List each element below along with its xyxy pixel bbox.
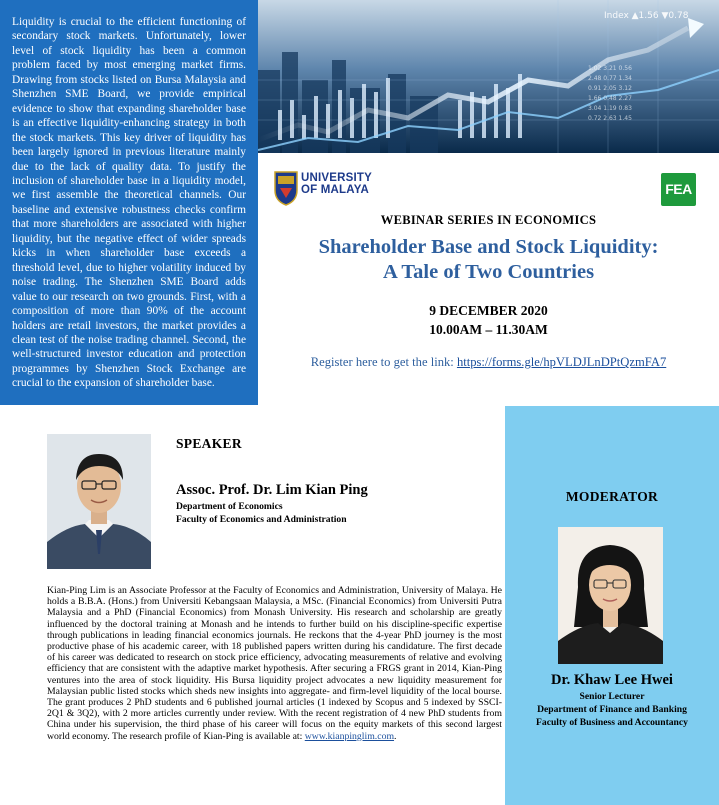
talk-title-line2: A Tale of Two Countries — [382, 261, 595, 283]
speaker-department: Department of Economics — [176, 501, 283, 512]
speaker-bio — [47, 585, 502, 742]
register-prefix: Register here to get the link: — [310, 355, 457, 369]
speaker-bio-text: Kian-Ping Lim is an Associate Professor at the Faculty of Economics and Administration, University of Malaya. He holds a B.B.A. (Hons.) from Universiti Kebangsaan Malaysia, a MSc. (Financial Economics) from Universiti Putra Malaysia and a PhD (Financial Economics) from Monash University. His research and scholarship are greatly influenced by the doctoral training at Monash and he intends to further build on his discipline-specific expertise through publications in leading financial economics journals. He reckons that the 4-year PhD journey is the most productive phase of his academic career, with 18 published papers written during his candidature. The first decade of his career was dedicated to research on stock price efficiency, advocating measurements of relative and evolving efficiency that are consistent with the adaptive market hypothesis. After securing a FRGS grant in 2014, Kian-Ping ventures into the area of stock liquidity. His Bursa liquidity project advocates a new liquidity measurement for Malaysian public listed stocks which sheds new insights into aggregate- and firm-level liquidity of the local bourse. The grant produces 2 PhD students and 6 published journal articles (1 indexed by Scopus and 5 indexed by SSCI- 2Q1 & 3Q2), with 2 more articles currently under review. With the recent registration of 4 new PhD students from China under his supervision, the third phase of his career will focus on the equity markets of this second largest world economy. The research profile of Kian-Ping is available at: — [47, 585, 502, 742]
fea-logo: FEA — [661, 173, 696, 206]
register-line — [258, 355, 719, 370]
svg-text:0.72 2.63 1.45: 0.72 2.63 1.45 — [588, 115, 632, 122]
speaker-profile-link[interactable]: www.kianpinglim.com — [304, 730, 395, 742]
svg-text:0.91 2.05 3.12: 0.91 2.05 3.12 — [588, 85, 632, 92]
moderator-name: Dr. Khaw Lee Hwei — [551, 672, 673, 688]
svg-text:1.66 0.48 2.27: 1.66 0.48 2.27 — [588, 95, 632, 102]
speaker-faculty: Faculty of Economics and Administration — [176, 514, 347, 525]
talk-time: 10.00AM – 11.30AM — [429, 322, 548, 337]
moderator-panel — [505, 406, 719, 805]
stock-chart-banner — [258, 0, 719, 153]
moderator-faculty: Faculty of Business and Accountancy — [536, 717, 688, 728]
speaker-heading: SPEAKER — [176, 436, 242, 451]
svg-text:3.04 1.19 0.83: 3.04 1.19 0.83 — [588, 105, 632, 112]
moderator-photo — [558, 527, 663, 664]
moderator-department: Department of Finance and Banking — [537, 704, 687, 715]
speaker-photo — [47, 434, 151, 569]
moderator-position: Senior Lecturer — [579, 691, 645, 702]
talk-date: 9 DECEMBER 2020 — [429, 303, 548, 318]
abstract-panel — [0, 0, 258, 405]
moderator-affiliation — [505, 690, 719, 729]
talk-title — [258, 235, 719, 285]
university-of-malaya-logo — [273, 170, 385, 210]
university-name-line1: UNIVERSITY — [301, 172, 373, 184]
svg-text:1.02 3.21 0.56: 1.02 3.21 0.56 — [588, 65, 632, 72]
talk-date-time — [258, 301, 719, 339]
svg-text:2.48 0.77 1.34: 2.48 0.77 1.34 — [588, 75, 632, 82]
register-link[interactable]: https://forms.gle/hpVLDJLnDPtQzmFA7 — [456, 355, 667, 369]
abstract-text: Liquidity is crucial to the efficient functioning of secondary stock markets. Unfortunately, lower level of stock liquidity has been a common problem faced by most emerging market firms. Drawing from stocks listed on Bursa Malaysia and Shenzhen SME Board, we provide empirical evidence to show that expanding shareholder base is an effective liquidity-enhancing strategy in both the stock markets. This key driver of liquidity has been largely ignored in previous literature mainly due to the lack of quality data. To justify the inclusion of shareholder base in a liquidity model, we first assemble the theoretical channels. Our baseline and extensive robustness checks confirm that more shareholders are associated with higher liquidity, but the negative effect of wider spreads kicks in when shareholder base exceeds a threshold level, due to higher volatility induced by noise trading. The Shenzhen SME Board adds value to our research on two grounds. First, with a composition of more than 90% of the account holders are retail investors, the market provides a clean test of the noise trading channel. Second, the well-structured investor education and protection programmes by Shenzhen Stock Exchange are crucial to the expansion of shareholder base. — [12, 16, 246, 390]
speaker-affiliation — [176, 500, 347, 526]
university-name — [301, 172, 372, 196]
webinar-series-title: WEBINAR SERIES IN ECONOMICS — [380, 213, 597, 227]
university-crest-icon — [273, 170, 299, 206]
speaker-bio-end: . — [394, 730, 397, 742]
university-name-line2: OF MALAYA — [301, 184, 370, 196]
banner-ticker-text: Index ▲1.56 ▼0.78 — [604, 11, 689, 21]
talk-title-line1: Shareholder Base and Stock Liquidity: — [318, 236, 659, 258]
moderator-heading: MODERATOR — [565, 489, 659, 504]
speaker-name: Assoc. Prof. Dr. Lim Kian Ping — [176, 482, 368, 498]
